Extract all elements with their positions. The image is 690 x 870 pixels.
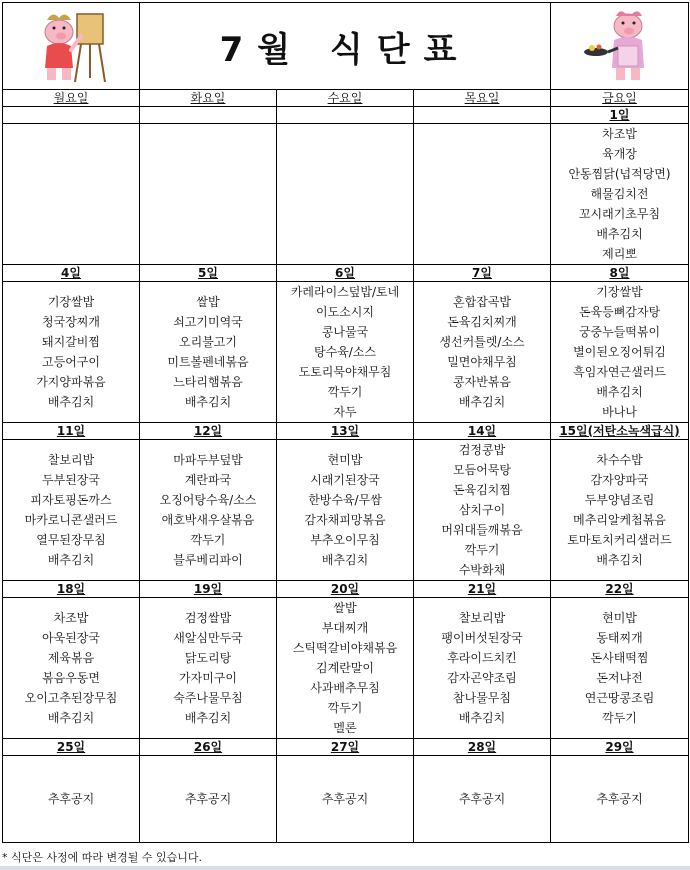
date-label: 11일 [56, 423, 86, 438]
title-cell [140, 3, 551, 90]
menu-cell [140, 598, 277, 739]
dish-item: 가자미구이 [179, 671, 237, 685]
dish-item: 추후공지 [321, 792, 369, 806]
date-cell [3, 423, 140, 440]
date-cell [3, 265, 140, 282]
dish-item: 숙주나물무침 [173, 691, 243, 705]
dish-item: 꼬시래기초무침 [578, 207, 661, 221]
dish-list [277, 450, 413, 570]
date-label: 20일 [330, 581, 360, 596]
dish-item: 깍두기 [327, 701, 363, 715]
date-label: 13일 [330, 423, 360, 438]
dish-item: 생선커틀렛/소스 [439, 335, 525, 349]
menu-cell [414, 756, 551, 843]
dish-item: 머위대들깨볶음 [441, 523, 523, 537]
menu-cell [414, 598, 551, 739]
date-cell [140, 107, 277, 124]
dish-item: 아욱된장국 [42, 631, 100, 645]
dish-item: 마파두부덮밥 [173, 453, 243, 467]
dish-item: 이도소시지 [316, 305, 374, 319]
menu-cell [3, 440, 140, 581]
menu-cell [551, 282, 689, 423]
date-cell [140, 265, 277, 282]
dish-item: 열무된장무침 [36, 533, 106, 547]
menu-cell [551, 598, 689, 739]
date-label: 5일 [198, 265, 218, 280]
dish-item: 오징어탕수육/소스 [159, 493, 257, 507]
pig-painter-illustration [3, 3, 140, 90]
dish-item: 배추김치 [47, 553, 95, 567]
dish-item: 부대찌개 [321, 621, 369, 635]
dish-item: 카레라이스덮밥/토네 [290, 285, 400, 299]
dish-item: 계란파국 [184, 473, 232, 487]
dish-item: 수박화채 [458, 563, 506, 577]
menu-cell [3, 598, 140, 739]
dish-item: 혼합잡곡밥 [453, 295, 511, 309]
date-row [3, 265, 689, 282]
menu-cell [140, 440, 277, 581]
dish-item: 추후공지 [184, 792, 232, 806]
dish-item: 추후공지 [47, 792, 95, 806]
menu-row [3, 756, 689, 843]
date-cell [277, 265, 414, 282]
dish-list [3, 608, 139, 728]
dish-item: 흑임자연근샐러드 [573, 365, 666, 379]
date-cell [551, 739, 689, 756]
menu-cell [551, 756, 689, 843]
menu-cell [551, 440, 689, 581]
date-label: 7일 [472, 265, 492, 280]
dish-item: 궁중누들떡볶이 [578, 325, 661, 339]
dish-list [140, 789, 276, 809]
weekday-header-row [3, 90, 689, 107]
menu-cell [414, 282, 551, 423]
dish-item: 감자곤약조림 [447, 671, 517, 685]
date-cell [414, 581, 551, 598]
dish-item: 청국장찌개 [42, 315, 100, 329]
dish-item: 검정쌀밥 [184, 611, 232, 625]
dish-list [277, 789, 413, 809]
date-cell [414, 107, 551, 124]
dish-item: 차조밥 [602, 127, 637, 141]
dish-list [551, 124, 688, 264]
dish-item: 제육볶음 [47, 651, 95, 665]
date-label: 25일 [56, 739, 86, 754]
date-cell [3, 581, 140, 598]
menu-cell [277, 440, 414, 581]
date-label: 22일 [605, 581, 634, 596]
dish-item: 느타리햄볶음 [173, 375, 243, 389]
date-cell [140, 423, 277, 440]
date-cell [551, 265, 689, 282]
dish-list [414, 789, 550, 809]
dish-item: 멜론 [333, 721, 357, 735]
dish-item: 후라이드치킨 [447, 651, 517, 665]
date-label: 1일 [609, 107, 630, 122]
dish-item: 배추김치 [596, 227, 643, 241]
dish-item: 오이고추된장무침 [24, 691, 118, 705]
dish-item: 탕수육/소스 [313, 345, 376, 359]
date-row [3, 581, 689, 598]
dish-list [140, 450, 276, 570]
dish-item: 배추김치 [596, 385, 643, 399]
dish-item: 고등어구이 [42, 355, 100, 369]
dish-item: 차조밥 [53, 611, 89, 625]
dish-list [414, 292, 550, 412]
menu-cell [3, 124, 140, 265]
dish-item: 현미밥 [602, 611, 637, 625]
dish-item: 부추오이무침 [310, 533, 380, 547]
dish-item: 찰보리밥 [47, 453, 95, 467]
dish-item: 사과배추무침 [310, 681, 380, 695]
dish-list [551, 450, 688, 570]
date-cell [140, 739, 277, 756]
menu-cell [140, 756, 277, 843]
menu-cell [277, 282, 414, 423]
pig-painter-icon [31, 6, 111, 86]
dish-item: 블루베리파이 [173, 553, 243, 567]
dish-item: 참나물무침 [453, 691, 511, 705]
menu-cell [414, 440, 551, 581]
pig-cook-illustration [551, 3, 689, 90]
date-row [3, 107, 689, 124]
dish-item: 콩자반볶음 [453, 375, 511, 389]
dish-item: 마카로니콘샐러드 [24, 513, 118, 527]
dish-item: 자두 [333, 405, 357, 419]
dish-item: 가지양파볶음 [36, 375, 106, 389]
dish-item: 깍두기 [602, 711, 637, 725]
dish-item: 두부된장국 [42, 473, 100, 487]
dish-item: 기장쌀밥 [47, 295, 95, 309]
dish-item: 연근땅콩조림 [584, 691, 655, 705]
dish-item: 콩나물국 [321, 325, 369, 339]
dish-item: 추후공지 [596, 792, 643, 806]
weekday-thu: 목요일 [414, 90, 551, 107]
date-label: 8일 [609, 265, 630, 280]
dish-item: 모듬어묵탕 [453, 463, 511, 477]
dish-item: 배추김치 [47, 395, 95, 409]
dish-item: 배추김치 [458, 711, 506, 725]
dish-item: 김계란말이 [316, 661, 374, 675]
page-title: 7월 식단표 [219, 29, 471, 70]
dish-item: 두부양념조림 [584, 493, 655, 507]
dish-item: 삼치구이 [458, 503, 506, 517]
weekday-mon: 월요일 [3, 90, 140, 107]
dish-item: 육개장 [602, 147, 637, 161]
date-label: 6일 [335, 265, 355, 280]
dish-item: 배추김치 [47, 711, 95, 725]
dish-item: 감자채피망볶음 [304, 513, 386, 527]
dish-item: 깍두기 [190, 533, 226, 547]
date-row [3, 423, 689, 440]
dish-item: 메추리알케첩볶음 [573, 513, 666, 527]
dish-item: 검정콩밥 [458, 443, 506, 457]
dish-list [414, 440, 550, 580]
menu-cell [551, 124, 689, 265]
dish-item: 안동찜닭(넙적당면) [568, 167, 671, 181]
dish-item: 토마토치커리샐러드 [567, 533, 672, 547]
date-label: 19일 [193, 581, 223, 596]
meal-plan-table [2, 2, 689, 843]
date-cell [551, 107, 689, 124]
weekday-wed: 수요일 [277, 90, 414, 107]
dish-list [277, 598, 413, 738]
date-cell [277, 739, 414, 756]
dish-item: 돈저냐전 [596, 671, 643, 685]
dish-item: 배추김치 [184, 711, 232, 725]
dish-item: 바나나 [602, 405, 637, 419]
dish-list [414, 608, 550, 728]
weekday-fri: 금요일 [551, 90, 689, 107]
menu-row [3, 440, 689, 581]
menu-cell [277, 124, 414, 265]
dish-item: 현미밥 [327, 453, 363, 467]
date-cell [3, 107, 140, 124]
date-label: 26일 [193, 739, 223, 754]
menu-cell [140, 124, 277, 265]
dish-list [140, 608, 276, 728]
dish-item: 차수수밥 [596, 453, 643, 467]
date-label: 14일 [467, 423, 497, 438]
menu-cell [3, 282, 140, 423]
dish-item: 돈육김치찜 [453, 483, 511, 497]
dish-item: 볶음우동면 [42, 671, 100, 685]
dish-item: 돼지갈비찜 [42, 335, 100, 349]
dish-item: 감자양파국 [590, 473, 649, 487]
date-label: 12일 [193, 423, 223, 438]
dish-list [551, 282, 688, 422]
dish-item: 돈육김치찌개 [447, 315, 517, 329]
dish-item: 기장쌀밥 [596, 285, 643, 299]
dish-list [277, 282, 413, 422]
dish-item: 별이된오징어튀김 [573, 345, 666, 359]
dish-list [551, 789, 688, 809]
menu-cell [277, 756, 414, 843]
date-cell [277, 423, 414, 440]
bottom-strip [0, 866, 690, 870]
dish-item: 새알심만두국 [173, 631, 243, 645]
dish-list [551, 608, 688, 728]
date-cell [3, 739, 140, 756]
date-cell [140, 581, 277, 598]
dish-item: 한방수육/무쌈 [308, 493, 382, 507]
dish-item: 깍두기 [327, 385, 363, 399]
dish-item: 배추김치 [184, 395, 232, 409]
date-cell [277, 107, 414, 124]
dish-item: 애호박새우살볶음 [161, 513, 255, 527]
dish-item: 쌀밥 [196, 295, 220, 309]
dish-item: 돈육등뼈감자탕 [578, 305, 661, 319]
dish-list [140, 292, 276, 412]
dish-item: 피자토핑돈까스 [30, 493, 112, 507]
dish-item: 밀면야채무침 [447, 355, 517, 369]
dish-item: 오리불고기 [179, 335, 237, 349]
date-label: 21일 [467, 581, 497, 596]
dish-item: 돈사태떡찜 [590, 651, 649, 665]
date-label: 27일 [330, 739, 360, 754]
date-cell [277, 581, 414, 598]
date-label: 4일 [61, 265, 81, 280]
dish-item: 미트볼펜네볶음 [167, 355, 249, 369]
date-cell [414, 265, 551, 282]
dish-item: 추후공지 [458, 792, 506, 806]
date-label: 15일(저탄소녹색급식) [559, 423, 680, 438]
date-label: 29일 [605, 739, 634, 754]
dish-list [3, 292, 139, 412]
date-cell [551, 423, 689, 440]
dish-item: 쇠고기미역국 [173, 315, 243, 329]
dish-item: 배추김치 [458, 395, 506, 409]
dish-list [3, 789, 139, 809]
date-cell [551, 581, 689, 598]
dish-item: 해물김치전 [590, 187, 649, 201]
dish-item: 배추김치 [596, 553, 643, 567]
menu-cell [277, 598, 414, 739]
date-cell [414, 739, 551, 756]
dish-item: 쌀밥 [333, 601, 357, 615]
dish-item: 스틱떡갈비야채볶음 [292, 641, 398, 655]
menu-cell [140, 282, 277, 423]
dish-item: 동태찌개 [596, 631, 643, 645]
menu-row [3, 124, 689, 265]
weeks-body [3, 107, 689, 843]
date-label: 18일 [56, 581, 86, 596]
date-cell [414, 423, 551, 440]
pig-cook-icon [580, 6, 660, 86]
weekday-tue: 화요일 [140, 90, 277, 107]
date-label: 28일 [467, 739, 497, 754]
menu-row [3, 598, 689, 739]
dish-item: 배추김치 [321, 553, 369, 567]
title-row [3, 3, 689, 90]
dish-list [3, 450, 139, 570]
dish-item: 도토리묵야채무침 [298, 365, 392, 379]
dish-item: 깍두기 [464, 543, 500, 557]
footnote: * 식단은 사정에 따라 변경될 수 있습니다. [2, 851, 202, 864]
dish-item: 찰보리밥 [458, 611, 506, 625]
dish-item: 시래기된장국 [310, 473, 380, 487]
dish-item: 닭도리탕 [184, 651, 232, 665]
menu-cell [3, 756, 140, 843]
menu-cell [414, 124, 551, 265]
dish-item: 팽이버섯된장국 [441, 631, 523, 645]
dish-item: 제리뽀 [602, 247, 637, 261]
date-row [3, 739, 689, 756]
menu-row [3, 282, 689, 423]
